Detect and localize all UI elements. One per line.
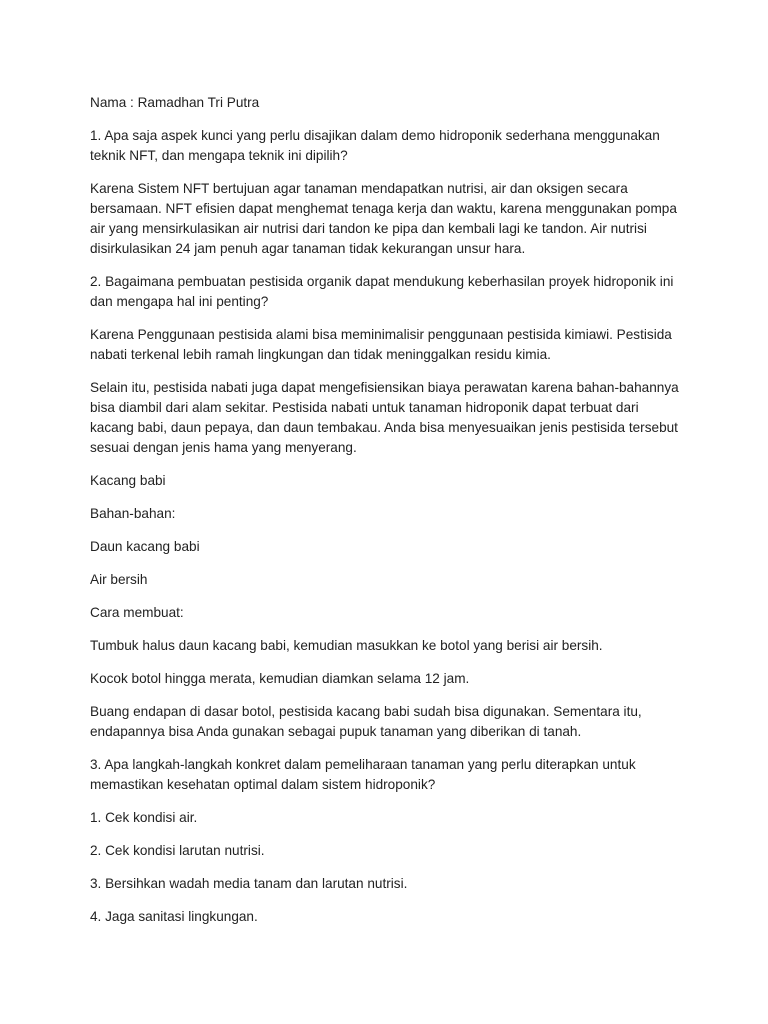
subheading-method: Cara membuat:	[90, 605, 184, 620]
method-step: Kocok botol hingga merata, kemudian diamkan selama 12 jam.	[90, 671, 470, 686]
question-1: 1. Apa saja aspek kunci yang perlu disajikan dalam demo hidroponik sederhana menggunakan teknik NFT, dan mengapa teknik ini dipilih?	[90, 128, 660, 163]
method-step: Tumbuk halus daun kacang babi, kemudian masukkan ke botol yang berisi air bersih.	[90, 638, 603, 653]
ingredient-item: Daun kacang babi	[90, 539, 200, 554]
answer-3-item: 1. Cek kondisi air.	[90, 810, 198, 825]
answer-2-paragraph-1: Karena Penggunaan pestisida alami bisa meminimalisir penggunaan pestisida kimiawi. Pestisida nabati terkenal lebih ramah lingkungan dan tidak meninggalkan residu kimia.	[90, 327, 672, 362]
question-3: 3. Apa langkah-langkah konkret dalam pemeliharaan tanaman yang perlu diterapkan untuk memastikan kesehatan optimal dalam sistem hidroponik?	[90, 757, 636, 792]
question-2: 2. Bagaimana pembuatan pestisida organik dapat mendukung keberhasilan proyek hidroponik ini dan mengapa hal ini penting?	[90, 274, 674, 309]
subheading-ingredients: Bahan-bahan:	[90, 506, 176, 521]
answer-2-paragraph-2: Selain itu, pestisida nabati juga dapat mengefisiensikan biaya perawatan karena bahan-bahannya bisa diambil dari alam sekitar. Pestisida nabati untuk tanaman hidroponik dapat terbuat dari kacang babi, daun pepaya, dan daun tembakau. Anda bisa menyesuaikan jenis pestisida tersebut sesuai dengan jenis hama yang menyerang.	[90, 380, 679, 455]
subheading-kacang-babi: Kacang babi	[90, 473, 166, 488]
method-step: Buang endapan di dasar botol, pestisida kacang babi sudah bisa digunakan. Sementara itu, endapannya bisa Anda gunakan sebagai pupuk tanaman yang diberikan di tanah.	[90, 704, 642, 739]
answer-3-item: 2. Cek kondisi larutan nutrisi.	[90, 843, 265, 858]
ingredient-item: Air bersih	[90, 572, 148, 587]
answer-1: Karena Sistem NFT bertujuan agar tanaman mendapatkan nutrisi, air dan oksigen secara bersamaan. NFT efisien dapat menghemat tenaga kerja dan waktu, karena menggunakan pompa air yang mensirkulasikan air nutrisi dari tandon ke pipa dan kembali lagi ke tandon. Air nutrisi disirkulasikan 24 jam penuh agar tanaman tidak kekurangan unsur hara.	[90, 181, 677, 256]
answer-3-item: 4. Jaga sanitasi lingkungan.	[90, 909, 258, 924]
answer-3-item: 3. Bersihkan wadah media tanam dan larutan nutrisi.	[90, 876, 408, 891]
author-name: Nama : Ramadhan Tri Putra	[90, 95, 260, 110]
